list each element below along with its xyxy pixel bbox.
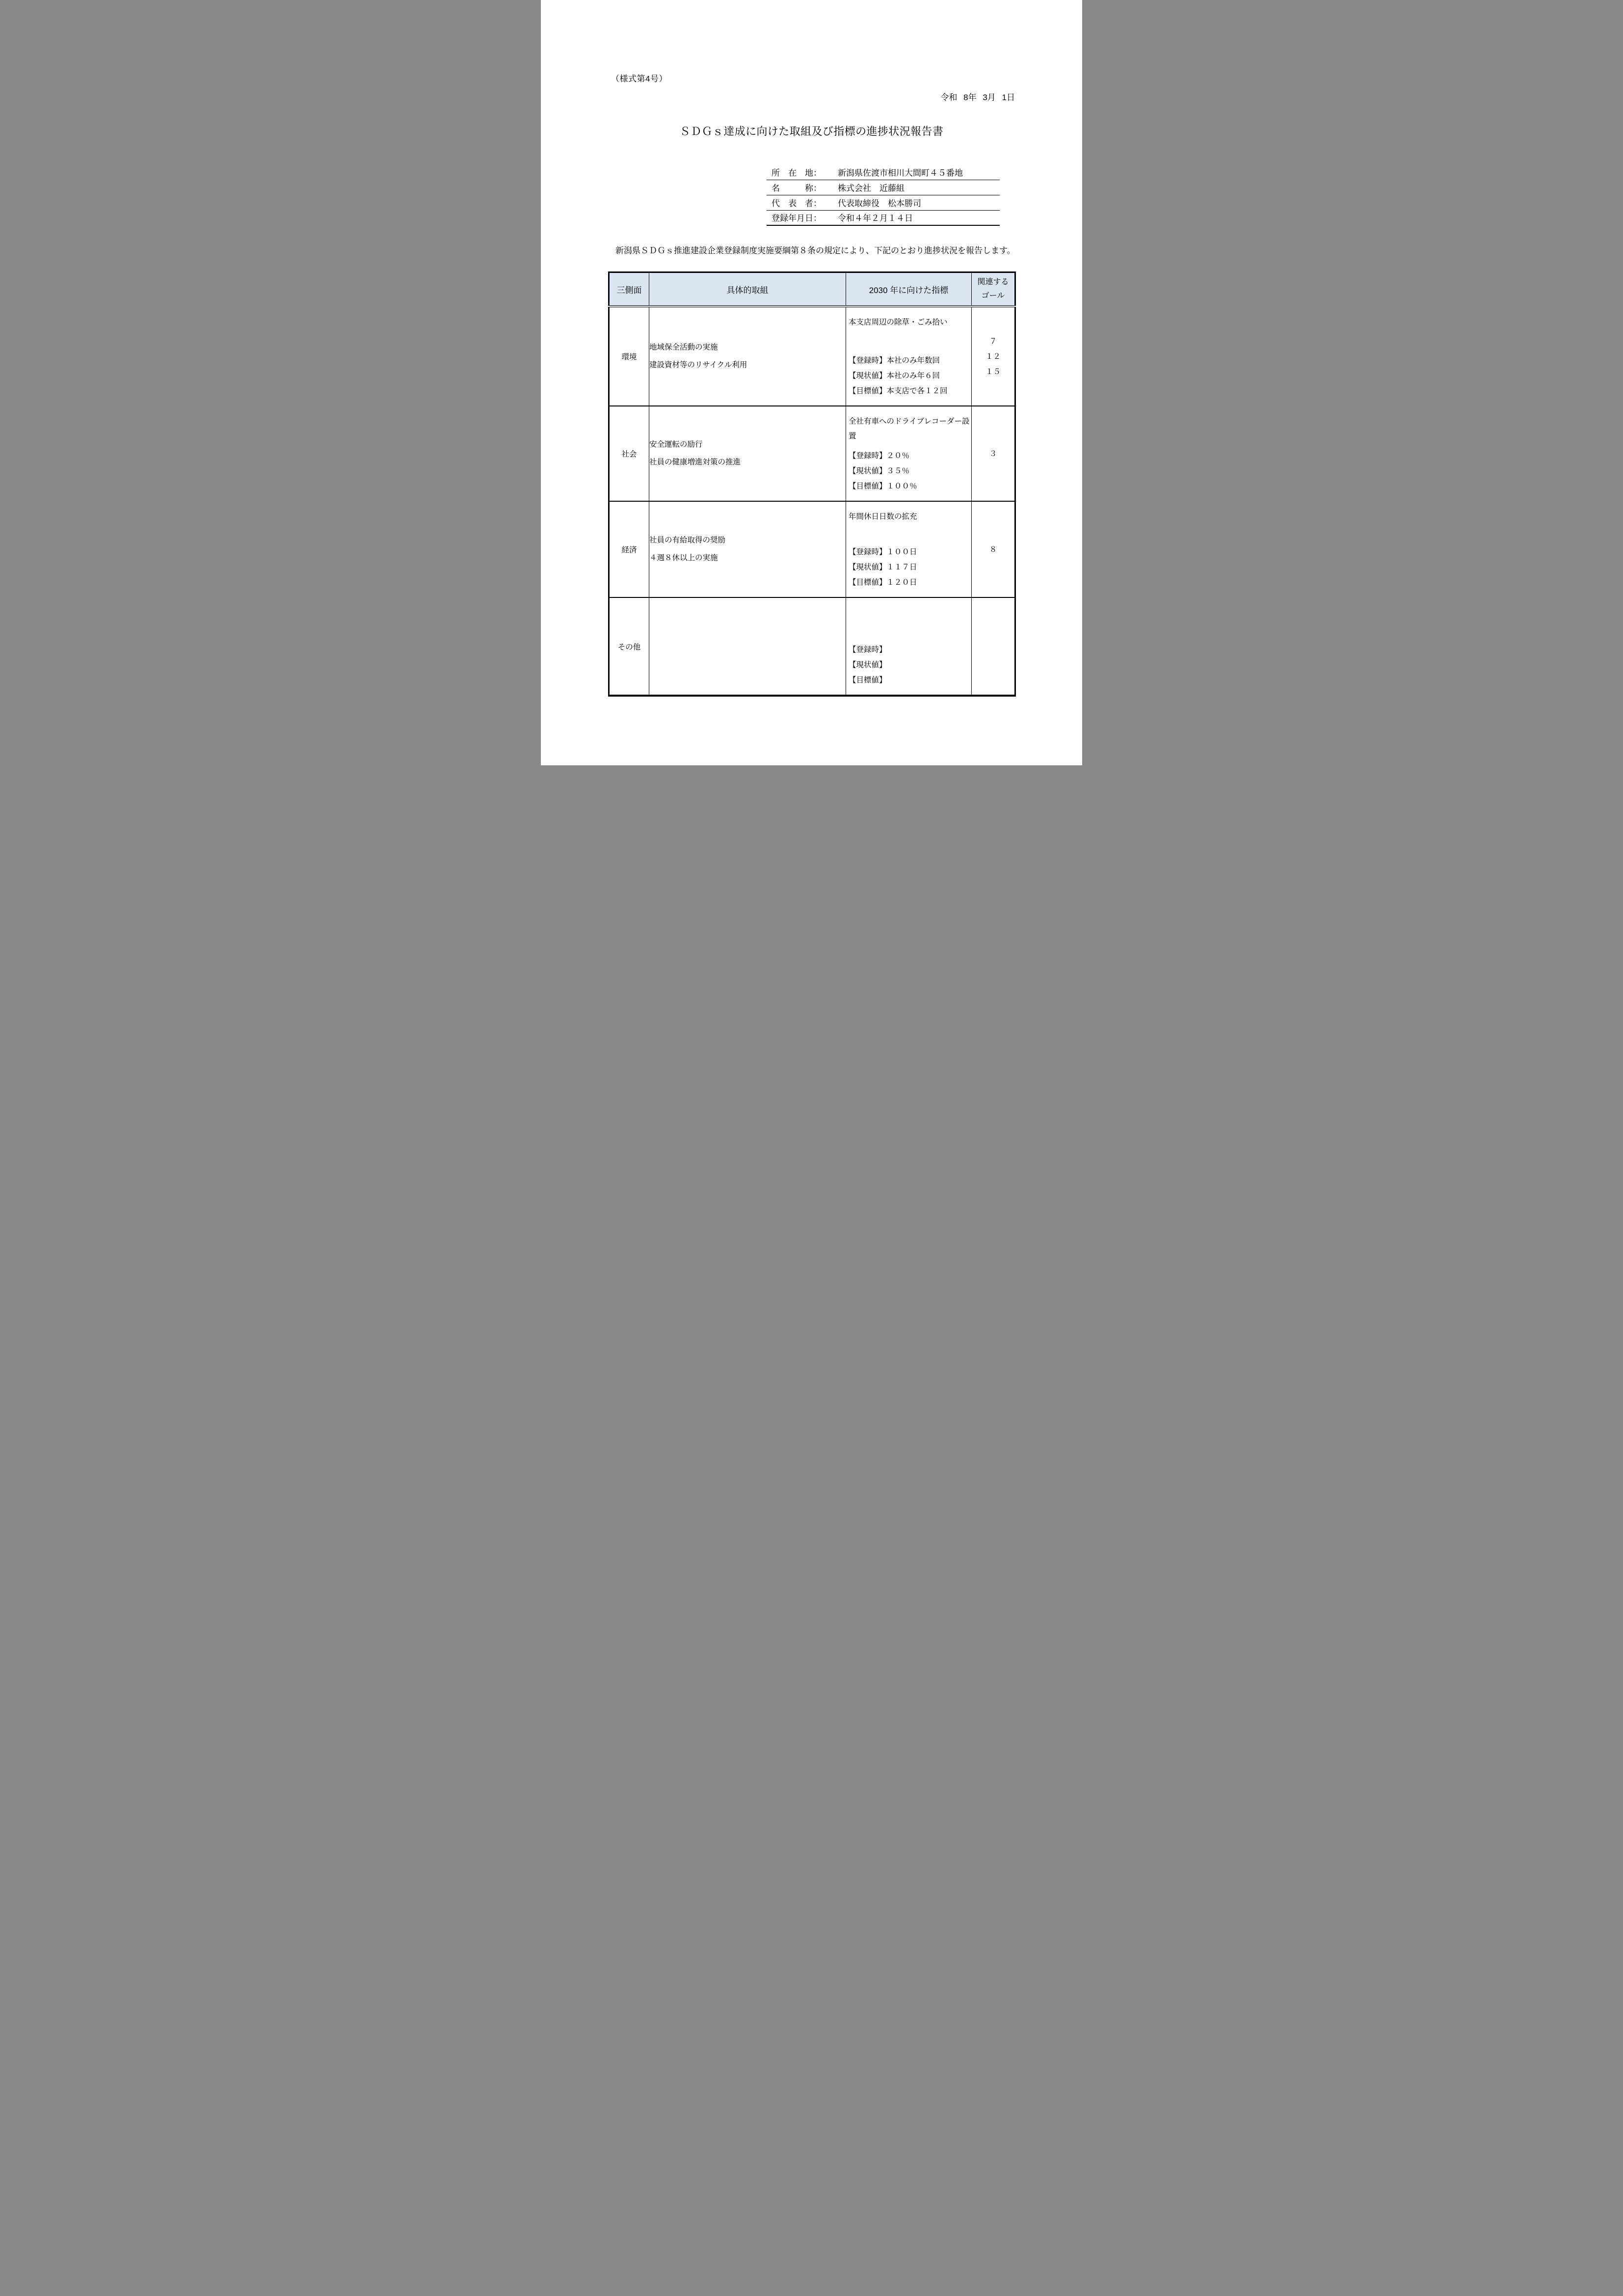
indicator-value-current: 【現状値】３５％	[849, 467, 910, 475]
approach-line: 社員の健康増進対策の推進	[649, 458, 741, 466]
header-related-goals	[972, 272, 1015, 307]
goals-cell-society	[972, 406, 1015, 501]
info-row-representative	[767, 195, 1000, 211]
approach-cell-other	[649, 597, 846, 696]
indicator-values	[849, 448, 970, 494]
goal-number: ８	[989, 545, 997, 554]
indicator-cell-other	[846, 597, 972, 696]
aspect-other: その他	[609, 597, 649, 696]
indicator-title	[849, 510, 970, 524]
goal-number: ３	[989, 449, 997, 458]
table-header-row	[609, 272, 1015, 307]
goal-number: １２	[985, 352, 1001, 361]
indicator-value-registered: 【登録時】本社のみ年数回	[849, 356, 940, 365]
approach-line: ４週８休以上の実施	[649, 554, 718, 562]
indicator-title	[849, 315, 970, 330]
aspect-economy: 経済	[609, 501, 649, 597]
info-label-location: 所 在 地：	[772, 168, 822, 178]
approach-line: 社員の有給取得の奨励	[649, 536, 726, 544]
info-value-location: 新潟県佐渡市相川大間町４５番地	[838, 168, 963, 178]
indicator-value-target: 【目標値】１２０日	[849, 578, 917, 587]
table-row-society	[609, 406, 1015, 501]
indicator-value-target: 【目標値】１００％	[849, 482, 917, 490]
document-title: ＳＤＧｓ達成に向けた取組及び指標の進捗状況報告書	[679, 125, 944, 137]
indicator-cell-environment	[846, 306, 972, 406]
goal-number: ７	[989, 337, 997, 346]
approach-cell-economy	[649, 501, 846, 597]
goals-cell-economy	[972, 501, 1015, 597]
form-number: （様式第4号）	[611, 74, 667, 83]
approach-line: 安全運転の励行	[649, 440, 703, 449]
header-aspect: 三側面	[609, 272, 649, 307]
indicator-value-target: 【目標値】本支店で各１２回	[849, 387, 948, 395]
indicator-values	[849, 642, 970, 688]
header-related-goals-line2: ゴール	[981, 292, 1005, 300]
document-page	[541, 0, 1082, 765]
approach-line: 建設資材等のリサイクル利用	[649, 361, 747, 369]
indicator-value-registered: 【登録時】１００日	[849, 548, 917, 556]
indicator-values	[849, 544, 970, 590]
header-indicator: 2030 年に向けた指標	[846, 272, 972, 307]
indicator-value-registered: 【登録時】２０％	[849, 452, 910, 460]
indicator-cell-economy	[846, 501, 972, 597]
approach-cell-society	[649, 406, 846, 501]
indicator-value-current: 【現状値】１１７日	[849, 563, 917, 571]
table-row-other	[609, 597, 1015, 696]
info-row-name	[767, 180, 1000, 195]
aspect-environment: 環境	[609, 306, 649, 406]
info-label-representative: 代 表 者：	[772, 199, 822, 208]
document-date: 令和 8年 3月 1日	[940, 93, 1015, 102]
info-value-name: 株式会社 近藤組	[838, 184, 905, 193]
header-related-goals-line1: 関連する	[977, 278, 1009, 286]
indicator-value-registered: 【登録時】	[849, 646, 887, 654]
info-label-name: 名 称：	[772, 184, 822, 193]
header-approach: 具体的取組	[649, 272, 846, 307]
table-row-economy	[609, 501, 1015, 597]
goal-number: １５	[985, 367, 1001, 376]
table-row-environment	[609, 306, 1015, 406]
info-row-location	[767, 165, 1000, 180]
indicator-value-current: 【現状値】本社のみ年６回	[849, 372, 940, 380]
aspect-society: 社会	[609, 406, 649, 501]
company-info-block	[767, 165, 1000, 226]
approach-cell-environment	[649, 306, 846, 406]
indicator-cell-society	[846, 406, 972, 501]
info-value-registration-date: 令和４年２月１４日	[838, 214, 913, 223]
indicator-title	[849, 414, 970, 444]
progress-table	[608, 271, 1016, 697]
indicator-title-line: 全社有車へのドライブレコーダー設置	[849, 417, 970, 440]
info-value-representative: 代表取締役 松本勝司	[838, 199, 921, 208]
indicator-title-line: 年間休日日数の拡充	[849, 513, 917, 521]
indicator-values	[849, 353, 970, 399]
approach-line: 地域保全活動の実施	[649, 343, 718, 351]
info-row-registration-date	[767, 211, 1000, 226]
intro-text: 新潟県ＳＤＧｓ推進建設企業登録制度実施要綱第８条の規定により、下記のとおり進捗状況を報告します。	[615, 246, 1015, 255]
indicator-title-line: 本支店周辺の除草・ごみ拾い	[849, 318, 948, 326]
info-label-registration-date: 登録年月日：	[772, 214, 822, 223]
goals-cell-environment	[972, 306, 1015, 406]
indicator-value-current: 【現状値】	[849, 661, 887, 669]
goals-cell-other	[972, 597, 1015, 696]
indicator-value-target: 【目標値】	[849, 676, 887, 684]
